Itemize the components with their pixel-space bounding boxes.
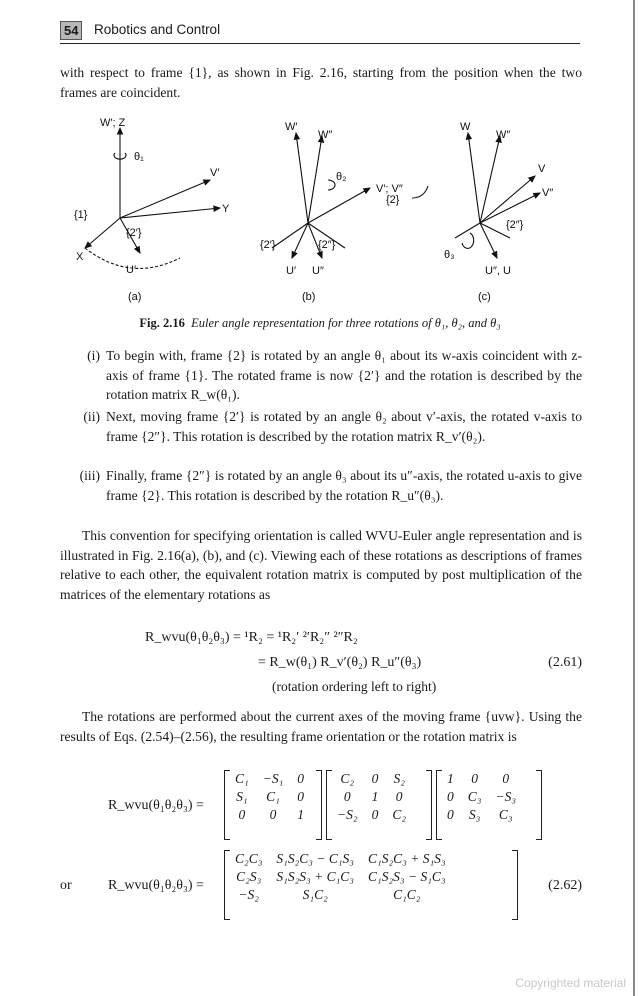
list-item-text: Next, moving frame {2′} is rotated by an angle θ₂ about v′-axis, the rotated v-axis to frame {2″}. This rotation is described by the rotation matrix R_v′(θ₂). [106,409,582,444]
matrix-cell: 0 [371,807,379,822]
matrix-cell: 1 [371,789,379,804]
panel-b-wp-label: W′ [285,121,298,133]
matrix-cell: C₁C₂ [393,887,421,902]
panel-b-wdd-label: W″ [318,129,333,141]
page-number: 54 [60,21,82,40]
matrix-cell: C₁ [235,771,249,786]
matrix-cell: C₂ [340,771,355,786]
list-item [70,466,582,505]
panel-a-y-label: Y [222,203,230,215]
matrix-cell: 0 [471,771,478,786]
panel-c-frame2pp: {2″} [506,219,524,231]
list-item-text: To begin with, frame {2} is rotated by an angle θ₁ about its w-axis coincident with z-axis of frame {1}. The rotated frame is now {2′} and the rotation is described by the rotation matrix R_w(θ₁). [106,348,582,402]
matrix-rv [330,770,413,824]
equation-2-61-line1: R_wvu(θ₁θ₂θ₃) = ¹R₂ = ¹R₂′ ²′R₂″ ²″R₂ [145,630,358,645]
matrix-cell: 0 [297,771,305,786]
matrix-cell: 0 [371,771,379,786]
or-word: or [60,878,72,893]
matrix-cell: 0 [269,807,277,822]
matrix-cell: C₃ [498,807,513,822]
matrix-cell: −S₃ [495,789,517,804]
panel-c-v-label: V [538,163,546,175]
matrix-cell: 0 [395,789,403,804]
matrix-cell: 0 [297,789,305,804]
list-item-text: Finally, frame {2″} is rotated by an angle θ₃ about its u″-axis, the rotated u-axis to give frame {2}. This rotation is described by the rotation R_u″(θ₃). [106,468,582,503]
panel-a [85,128,220,268]
matrix-cell: −S₂ [238,887,259,902]
list-item [70,407,582,446]
matrix-cell: 0 [447,789,454,804]
running-title: Robotics and Control [94,22,221,37]
panel-c [412,133,540,258]
matrix-rw [228,770,311,824]
running-header [60,19,580,44]
panel-b-frame2p: {2′} [260,239,276,251]
panel-b-udd-label: U″ [312,265,324,277]
panel-a-wz-label: W′; Z [100,117,126,129]
equation-2-62-lhs2: R_wvu(θ₁θ₂θ₃) = [108,878,204,893]
intro-paragraph: with respect to frame {1}, as shown in Fig. 2.16, starting from the position when the two frames are coincident. [60,65,582,100]
panel-b-v-label: V′; V″ [376,183,403,195]
matrix-cell: 0 [238,807,246,822]
matrix-cell: C₁ [266,789,280,804]
list-item-number: (i) [87,348,100,363]
list-item-number: (ii) [83,409,100,424]
rotation-paragraph: The rotations are performed about the current axes of the moving frame {uvw}. Using the results of Eqs. (2.54)–(2.56), the resulting frame orientation or the rotation matrix is [60,709,582,744]
equation-2-62-lhs1: R_wvu(θ₁θ₂θ₃) = [108,798,204,813]
matrix-cell: C₂ [392,807,407,822]
matrix-cell: 0 [447,807,454,822]
panel-c-w-label: W [460,121,471,133]
matrix-cell: 0 [502,771,510,786]
matrix-cell: C₂S₃ [236,869,262,884]
page-edge [633,0,635,996]
matrix-cell: −S₁ [262,771,284,786]
list-item [70,346,582,405]
matrix-cell: S₁S₂C₃ − C₁S₃ [276,851,354,866]
panel-b-caption: (b) [302,291,316,303]
panel-a-frame2p: {2′} [126,227,142,239]
matrix-cell: 0 [343,789,351,804]
panel-c-wdd-label: W″ [496,129,511,141]
panel-c-vdd-label: V″ [542,187,554,199]
equation-number-2-62: (2.62) [548,878,582,893]
panel-a-x-label: X [76,251,84,263]
list-item-number: (iii) [79,468,100,483]
panel-a-u-label: U′ [126,264,137,276]
matrix-cell: S₁C₂ [302,887,328,902]
matrix-cell: S₁ [236,789,248,804]
equation-2-61-note: (rotation ordering left to right) [272,679,437,694]
matrix-cell: C₃ [467,789,482,804]
panel-c-u-label: U″, U [485,265,511,277]
matrix-cell: C₁S₂S₃ − S₁C₃ [368,869,446,884]
matrix-result [228,850,453,904]
panel-a-frame1: {1} [74,209,88,221]
copyright-watermark: Copyrighted material [515,976,626,990]
matrix-cell: C₁S₂C₃ + S₁S₃ [368,851,446,866]
convention-paragraph: This convention for specifying orientation is called WVU-Euler angle representation and is illustrated in Fig. 2.16(a), (b), and (c). Viewing each of these rotations as descriptions of frames relative to each other, the equivalent rotation matrix is computed by post multiplication of the matrices of the elementary rotations as [60,528,582,602]
panel-a-theta: θ₁ [134,151,144,163]
matrix-cell: −S₂ [337,807,358,822]
equation-2-61-line2: = R_w(θ₁) R_v′(θ₂) R_u″(θ₃) [258,655,422,670]
figure-number: Fig. 2.16 [139,316,185,330]
panel-c-theta: θ₃ [444,249,455,261]
matrix-cell: 1 [447,771,454,786]
panel-b-u-label: U′ [286,265,297,277]
panel-a-v-label: V′ [210,167,220,179]
panel-a-caption: (a) [128,291,142,303]
matrix-cell: S₂ [393,771,405,786]
panel-c-frame2: {2} [386,194,400,206]
panel-b-frame2pp: {2″} [318,239,336,251]
figure-caption [60,316,580,331]
matrix-ru [440,770,523,824]
panel-c-caption: (c) [478,291,491,303]
matrix-cell: S₁S₂S₃ + C₁C₃ [276,869,354,884]
figure-caption-text: Euler angle representation for three rotations of θ₁, θ₂, and θ₃ [191,316,501,330]
panel-b-theta: θ₂ [336,171,347,183]
equation-number-2-61: (2.61) [548,655,582,670]
matrix-cell: C₂C₃ [235,851,263,866]
matrix-cell: 1 [297,807,305,822]
matrix-cell: S₃ [468,807,481,822]
euler-angle-figure [60,108,580,308]
